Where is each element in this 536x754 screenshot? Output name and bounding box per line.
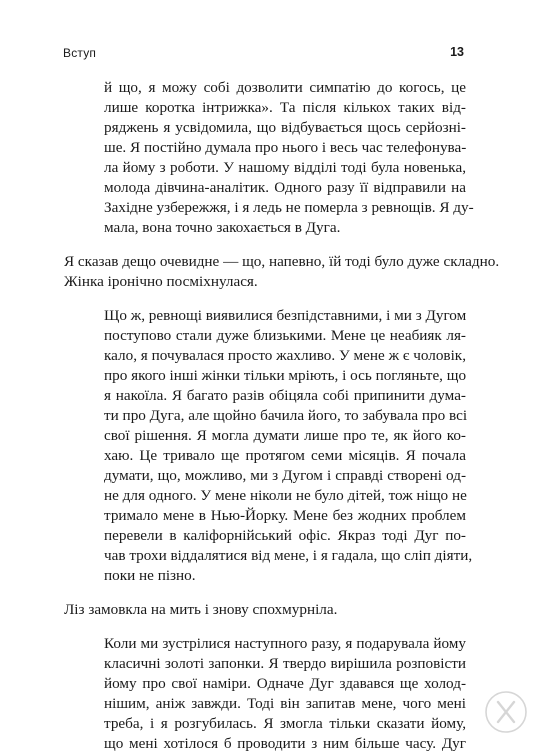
text-line: ла йому з роботи. У нашому відділі тоді була новенька, bbox=[104, 159, 466, 176]
text-line: Західне узбережжя, і я ледь не померла з ревнощів. Я ду- bbox=[104, 199, 474, 216]
text-line: мала, вона точно закохається в Дуга. bbox=[104, 219, 341, 236]
text-line: Ліз замовкла на мить і знову спохмурніла. bbox=[64, 601, 338, 618]
text-line: Що ж, ревнощі виявилися безпідставними, і ми з Дугом bbox=[104, 307, 467, 324]
text-line: молода дівчина-аналітик. Одного разу її відправили на bbox=[104, 179, 466, 196]
text-line: кало, я почувалася просто жахливо. У мене ж є чоловік, bbox=[104, 347, 466, 364]
text-line: Я сказав дещо очевидне — що, напевно, їй тоді було дуже складно. bbox=[64, 253, 500, 270]
text-line: Жінка іронічно посміхнулася. bbox=[64, 273, 258, 290]
text-line: Коли ми зустрілися наступного разу, я подарувала йому bbox=[104, 635, 466, 652]
text-line: тримало мене в Нью-Йорку. Мене без жодних проблем bbox=[104, 507, 466, 524]
text-line: про якого інші жінки тільки мріють, і ось погляньте, що bbox=[104, 367, 467, 384]
text-line: ряджень я усвідомила, що відбувається щось серйозні- bbox=[104, 119, 466, 136]
publisher-logo-icon bbox=[484, 690, 528, 734]
text-line: хаю. Це тривало ще протягом семи місяців. Я почала bbox=[104, 447, 466, 464]
text-line: класичні золоті запонки. Я твердо вирішила розповісти bbox=[104, 655, 466, 672]
text-line: лише коротка інтрижка». Та після кількох таких від- bbox=[104, 99, 466, 116]
text-line: нішим, аніж завжди. Тоді він запитав мене, чого мені bbox=[104, 695, 466, 712]
text-line: ти про Дуга, але щойно бачила його, то забувала про всі bbox=[104, 407, 468, 424]
text-line: поступово стали дуже близькими. Мене це неабияк ля- bbox=[104, 327, 466, 344]
text-line: йому про свої наміри. Одначе Дуг здавався ще холод- bbox=[104, 675, 466, 692]
text-line: й що, я можу собі дозволити симпатію до когось, це bbox=[104, 79, 466, 96]
text-line: не для одного. У мене ніколи не було дітей, тож ніщо не bbox=[104, 487, 467, 504]
text-line: чав трохи віддалятися від мене, і я гадала, що сліп діяти, bbox=[104, 547, 473, 564]
text-line: що мені хотілося б проводити з ним більше часу. Дуг bbox=[104, 735, 466, 752]
text-line: ше. Я постійно думала про нього і весь час телефонува- bbox=[104, 139, 467, 156]
text-line: треба, і я розгубилась. Я змогла тільки сказати йому, bbox=[104, 715, 466, 732]
text-line: поки не пізно. bbox=[104, 567, 196, 584]
publisher-logo bbox=[484, 690, 528, 734]
text-line: перевели в каліфорнійський офіс. Якраз тоді Дуг по- bbox=[104, 527, 466, 544]
text-line: свої рішення. Я могла думати лише про те, як його ко- bbox=[104, 427, 466, 444]
running-head: Вступ bbox=[63, 46, 97, 60]
page-number: 13 bbox=[450, 45, 464, 59]
text-line: думати, що, можливо, ми з Дугом і справді створені од- bbox=[104, 467, 466, 484]
text-line: я накоїла. Я багато разів обіцяла собі припинити дума- bbox=[104, 387, 466, 404]
